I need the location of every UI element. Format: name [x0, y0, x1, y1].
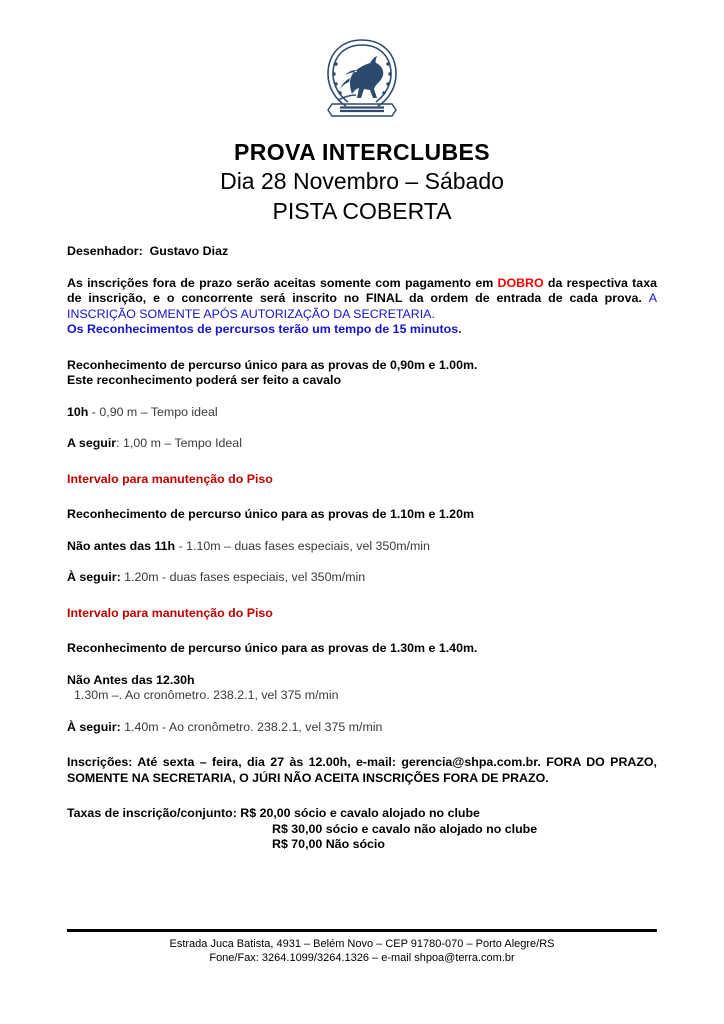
page-title: PROVA INTERCLUBES	[234, 139, 490, 165]
event-120m-time: À seguir:	[67, 570, 121, 584]
event-130m-detail: 1.30m –. Ao cronômetro. 238.2.1, vel 375 m/min	[74, 688, 339, 702]
event-140m-detail: 1.40m - Ao cronômetro. 238.2.1, vel 375 m/min	[120, 719, 383, 734]
spacer	[67, 523, 657, 539]
title-block	[0, 138, 724, 226]
event-120m-detail: 1.20m - duas fases especiais, vel 350m/min	[120, 570, 366, 584]
footer-contact: Fone/Fax: 3264.1099/3264.1326 – e-mail shpoa@terra.com.br	[209, 952, 515, 964]
notice-highlight-dobro: DOBRO	[497, 275, 544, 290]
event-140m-time: À seguir:	[67, 719, 121, 734]
spacer	[67, 657, 657, 673]
document-body	[67, 244, 657, 853]
club-logo	[0, 34, 724, 118]
event-140m	[67, 720, 657, 736]
spacer	[67, 554, 657, 570]
late-entry-notice	[67, 276, 657, 323]
fees-label: Taxas de inscrição/conjunto:	[67, 806, 237, 820]
interval-maintenance-2: Intervalo para manutenção do Piso	[67, 605, 273, 620]
event-090m-detail: - 0,90 m – Tempo ideal	[88, 404, 218, 419]
event-venue: PISTA COBERTA	[272, 198, 452, 224]
page-footer	[67, 929, 657, 965]
course-walk-duration-note: Os Reconhecimentos de percursos terão um tempo de 15 minutos.	[67, 322, 462, 336]
event-100m-detail: : 1,00 m – Tempo Ideal	[116, 436, 242, 450]
event-100m	[67, 436, 657, 452]
fees-line-2: R$ 30,00 sócio e cavalo não alojado no clube	[272, 821, 538, 836]
spacer	[67, 621, 657, 641]
spacer	[67, 452, 657, 472]
event-100m-time: A seguir	[67, 436, 117, 450]
spacer	[67, 389, 657, 405]
event-090m-time: 10h	[67, 404, 89, 419]
notice-part1: As inscrições fora de prazo serão aceitas somente com pagamento em	[67, 275, 498, 290]
fees-line-1	[67, 806, 657, 822]
recon-090-100-line2: Este reconhecimento poderá ser feito a cavalo	[67, 373, 342, 387]
spacer	[67, 735, 657, 755]
fees-value-1: R$ 20,00 sócio e cavalo alojado no clube	[236, 806, 480, 820]
footer-divider	[67, 929, 657, 932]
recon-090-100-line1: Reconhecimento de percurso único para as provas de 0,90m e 1.00m.	[67, 357, 478, 372]
recon-130-140: Reconhecimento de percurso único para as provas de 1.30m e 1.40m.	[67, 641, 478, 655]
designer-label: Desenhador:	[67, 244, 143, 258]
spacer	[67, 786, 657, 806]
designer-name: Gustavo Diaz	[149, 244, 229, 258]
event-130m-time: Não Antes das 12.30h	[67, 672, 195, 687]
recon-110-120: Reconhecimento de percurso único para as provas de 1.10m e 1.20m	[67, 507, 474, 521]
designer-line	[67, 244, 657, 260]
interval-maintenance-1: Intervalo para manutenção do Piso	[67, 471, 273, 486]
registration-info: Inscrições: Até sexta – feira, dia 27 às 12.00h, e-mail: gerencia@shpa.com.br. FORA DO PRAZO, SOMENTE NA SECRETARIA, O JÚRI NÃO ACEITA INSCRIÇÕES FORA DE PRAZO.	[67, 755, 657, 785]
spacer	[67, 338, 657, 358]
event-110m-detail: - 1.10m – duas fases especiais, vel 350m/min	[175, 538, 430, 553]
club-crest-horse-horseshoe-icon	[314, 34, 410, 118]
spacer	[67, 487, 657, 507]
event-date: Dia 28 Novembro – Sábado	[220, 168, 504, 194]
fees-line-3: R$ 70,00 Não sócio	[272, 837, 385, 851]
spacer	[67, 420, 657, 436]
event-120m	[67, 570, 657, 586]
spacer	[67, 260, 657, 276]
event-090m	[67, 405, 657, 421]
spacer	[67, 704, 657, 720]
spacer	[67, 586, 657, 606]
event-110m	[67, 539, 657, 555]
notice-secretaria-authorization: A INSCRIÇÃO SOMENTE APÓS AUTORIZAÇÃO DA SECRETARIA.	[67, 291, 657, 321]
footer-address: Estrada Juca Batista, 4931 – Belém Novo – CEP 91780-070 – Porto Alegre/RS	[169, 938, 555, 950]
notice-part2: da respectiva taxa de inscrição, e o concorrente será inscrito no FINAL da ordem de entrada de cada prova.	[67, 275, 657, 305]
event-110m-time: Não antes das 11h	[67, 538, 176, 553]
